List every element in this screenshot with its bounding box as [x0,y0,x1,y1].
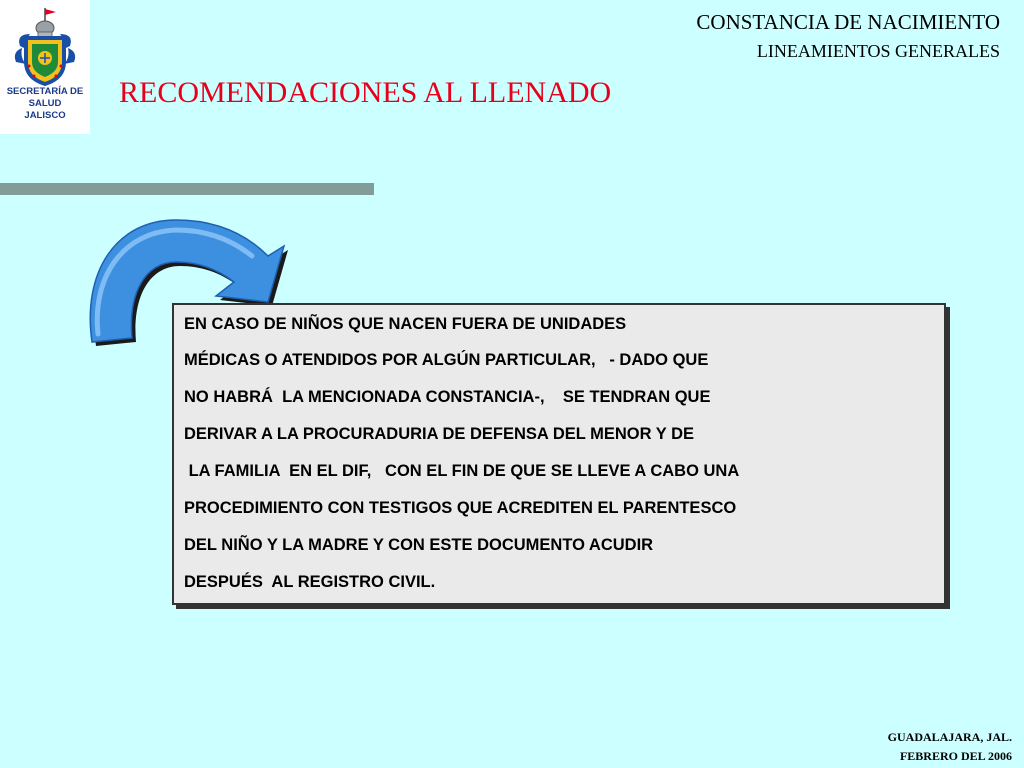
body-line-2: MÉDICAS O ATENDIDOS POR ALGÚN PARTICULAR, - DADO QUE [184,351,709,369]
body-line-6: PROCEDIMIENTO CON TESTIGOS QUE ACREDITEN EL PARENTESCO [184,499,737,517]
body-line-8: DESPUÉS AL REGISTRO CIVIL. [184,573,436,591]
logo-line-2: SALUD [28,98,62,109]
body-line-3: NO HABRÁ LA MENCIONADA CONSTANCIA-, SE TENDRAN QUE [184,388,711,406]
body-line-7: DEL NIÑO Y LA MADRE Y CON ESTE DOCUMENTO ACUDIR [184,536,654,554]
footer-date: FEBRERO DEL 2006 [899,749,1012,763]
document-title: CONSTANCIA DE NACIMIENTO [696,10,1000,34]
recommendation-box [172,303,946,605]
logo-caption [0,86,90,122]
footer-city: GUADALAJARA, JAL. [887,730,1012,744]
body-line-4: DERIVAR A LA PROCURADURIA DE DEFENSA DEL MENOR Y DE [184,425,695,443]
body-line-1: EN CASO DE NIÑOS QUE NACEN FUERA DE UNIDADES [184,315,627,333]
divider-bar [0,183,374,195]
logo-panel [0,0,90,134]
section-heading: RECOMENDACIONES AL LLENADO [119,76,612,109]
logo-line-3: JALISCO [24,110,66,121]
body-line-5: LA FAMILIA EN EL DIF, CON EL FIN DE QUE SE LLEVE A CABO UNA [184,462,740,480]
document-subtitle: LINEAMIENTOS GENERALES [756,41,1000,61]
jalisco-coat-of-arms-icon [12,6,78,86]
logo-line-1: SECRETARÍA DE [6,86,84,97]
